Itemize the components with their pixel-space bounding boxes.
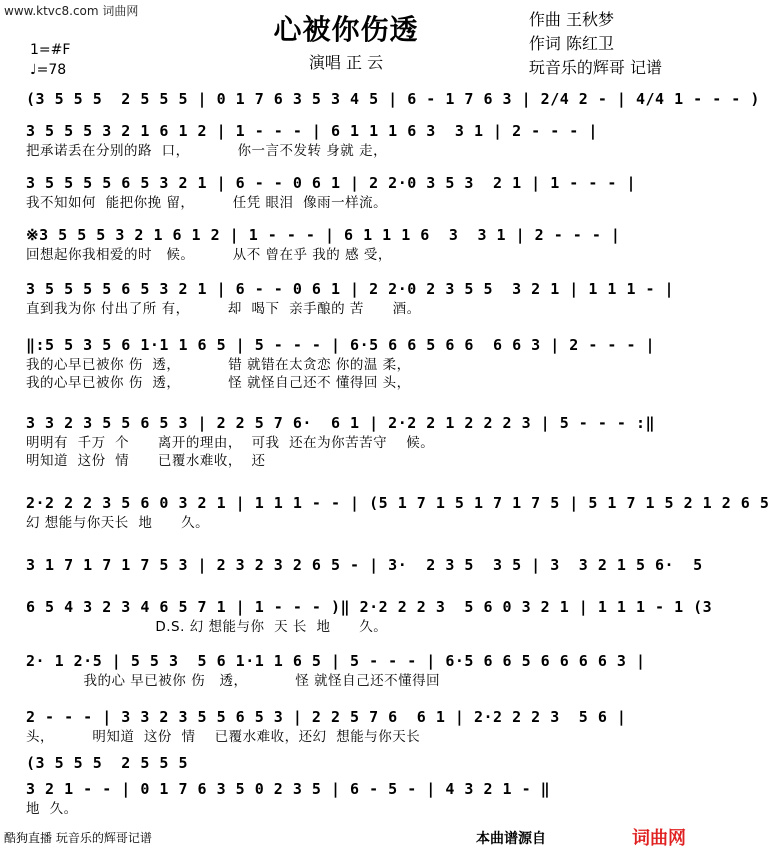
notes-row: ‖:5 5 3 5 6 1·1 1 6 5 | 5 - - - | 6·5 6 6 5 6 6 6 6 3 | 2 - - - | <box>26 336 656 354</box>
lyric-row: 头， 明知道 这份 情 已覆水难收，还幻 想能与你天长 <box>26 729 421 745</box>
notes-row: 3 3 2 3 5 5 6 5 3 | 2 2 5 7 6· 6 1 | 2·2 2 1 2 2 2 3 | 5 - - - :‖ <box>26 414 656 432</box>
lyric-row: 直到我为你 付出了所 有， 却 喝下 亲手酿的 苦 酒。 <box>26 301 421 317</box>
score-line <box>26 172 666 212</box>
singer-line: 演唱 正 云 <box>308 53 384 72</box>
score-line <box>26 554 703 576</box>
notes-row: 3 2 1 - - | 0 1 7 6 3 5 0 2 3 5 | 6 - 5 - | 4 3 2 1 - ‖ <box>26 780 551 798</box>
score-line <box>26 120 666 160</box>
credit-composer: 作曲 王秋梦 <box>528 10 614 29</box>
score-line <box>26 650 666 690</box>
credits <box>529 8 662 80</box>
score-line <box>26 492 769 532</box>
lyric-row: 回想起你我相爱的时 候。 从不 曾在乎 我的 感 受， <box>26 247 392 263</box>
notes-row: 2· 1 2·5 | 5 5 3 5 6 1·1 1 6 5 | 5 - - - | 6·5 6 6 5 6 6 6 6 3 | <box>26 652 646 670</box>
score-line <box>26 278 675 318</box>
score-line <box>26 412 666 470</box>
lyric-row-2: 明知道 这份 情 已覆水难收， 还 <box>26 453 266 469</box>
lyric-row: 明明有 千万 个 离开的理由， 可我 还在为你苦苦守 候。 <box>26 435 435 451</box>
song-title: 心被你伤透 <box>273 13 419 46</box>
footer-source: 本曲谱源自 <box>476 831 546 847</box>
notes-row: 2 - - - | 3 3 2 3 5 5 6 5 3 | 2 2 5 7 6 6 1 | 2·2 2 2 3 5 6 | <box>26 708 627 726</box>
score-line <box>26 778 666 818</box>
lyric-row: 我不知如何 能把你挽 留， 任凭 眼泪 像雨一样流。 <box>26 195 388 211</box>
score-line <box>26 752 666 774</box>
lyric-row: 地 久。 <box>26 801 78 817</box>
notes-row: (3 5 5 5 2 5 5 5 <box>26 754 189 772</box>
lyric-row: D.S. 幻 想能与你 天 长 地 久。 <box>26 619 388 635</box>
key-signature <box>30 40 70 80</box>
score-line <box>26 706 666 746</box>
score-line <box>26 224 666 264</box>
site-logo: 词曲网 <box>632 828 686 849</box>
key-label: 1=#F <box>30 42 71 58</box>
tempo-label: ♩=78 <box>30 62 67 78</box>
notes-row: 3 5 5 5 5 6 5 3 2 1 | 6 - - 0 6 1 | 2 2·0 3 5 3 2 1 | 1 - - - | <box>26 174 636 192</box>
credit-transcriber: 玩音乐的辉哥 记谱 <box>528 58 662 77</box>
notes-row: (3 5 5 5 2 5 5 5 | 0 1 7 6 3 5 3 4 5 | 6 - 1 7 6 3 | 2/4 2 - | 4/4 1 - - - ) <box>26 90 760 108</box>
score-line <box>26 88 760 110</box>
site-watermark: www.ktvc8.com 词曲网 <box>4 4 139 18</box>
notes-row: 3 5 5 5 3 2 1 6 1 2 | 1 - - - | 6 1 1 1 6 3 3 1 | 2 - - - | <box>26 122 598 140</box>
notes-row: 3 5 5 5 5 6 5 3 2 1 | 6 - - 0 6 1 | 2 2·0 2 3 5 5 3 2 1 | 1 1 1 - | <box>26 280 675 298</box>
lyric-row: 我的心早已被你 伤 透， 错 就错在太贪恋 你的温 柔， <box>26 357 411 373</box>
score-line <box>26 596 713 636</box>
footer-credit: 酷狗直播 玩音乐的辉哥记谱 <box>4 831 152 845</box>
lyric-row: 把承诺丢在分别的路 口， 你一言不发转 身就 走， <box>26 143 388 159</box>
credit-lyricist: 作词 陈红卫 <box>528 34 614 53</box>
notes-row: ※3 5 5 5 3 2 1 6 1 2 | 1 - - - | 6 1 1 1 6 3 3 1 | 2 - - - | <box>26 226 621 244</box>
lyric-row-2: 我的心早已被你 伤 透， 怪 就怪自己还不 懂得回 头， <box>26 375 411 391</box>
notes-row: 3 1 7 1 7 1 7 5 3 | 2 3 2 3 2 6 5 - | 3· 2 3 5 3 5 | 3 3 2 1 5 6· 5 <box>26 556 703 574</box>
notes-row: 2·2 2 2 3 5 6 0 3 2 1 | 1 1 1 - - | (5 1 7 1 5 1 7 1 7 5 | 5 1 7 1 5 2 1 2 6 5 <box>26 494 769 512</box>
score-line <box>26 334 666 392</box>
lyric-row: 我的心 早已被你 伤 透， 怪 就怪自己还不懂得回 <box>26 673 441 689</box>
notes-row: 6 5 4 3 2 3 4 6 5 7 1 | 1 - - - )‖ 2·2 2 2 3 5 6 0 3 2 1 | 1 1 1 - 1 (3 <box>26 598 713 616</box>
lyric-row: 幻 想能与你天长 地 久。 <box>26 515 210 531</box>
